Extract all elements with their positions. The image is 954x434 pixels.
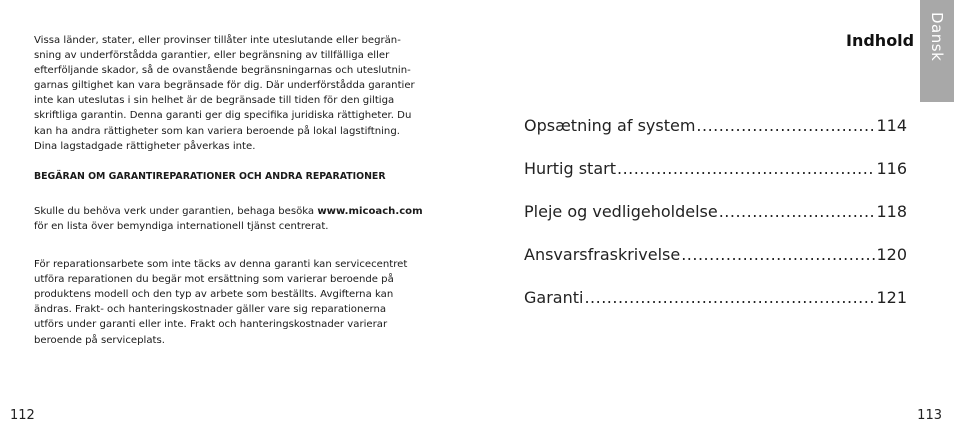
toc-item-label: Opsætning af system [524,116,696,135]
toc-item-pleje[interactable] [524,202,907,245]
toc-item-label: Ansvarsfraskrivelse [524,245,681,264]
toc-item-hurtig-start[interactable] [524,159,907,202]
paragraph-2-text-start: Skulle du behöva verk under garantien, behaga besöka [34,205,318,217]
warranty-paragraph-2 [34,204,446,234]
toc-item-page: 118 [876,202,907,221]
toc-item-label: Pleje og vedligeholdelse [524,202,718,221]
toc-title: Indhold [846,31,915,50]
toc-item-page: 116 [876,159,907,178]
toc-leader-dots [719,202,876,221]
paragraph-2-text-end: för en lista över bemyndiga internationell tjänst centrerat. [34,220,329,232]
toc-item-label: Hurtig start [524,159,616,178]
toc-leader-dots [584,288,875,307]
toc-item-page: 114 [876,116,907,135]
page-number-left: 112 [10,408,35,423]
toc-item-garanti[interactable] [524,288,907,331]
page-number-right: 113 [917,408,942,423]
warranty-paragraph-1: Vissa länder, stater, eller provinser tillåter inte uteslutande eller begrän- sning av underförstådda garantier, eller begränsning av tillfälliga eller efterföljande skador, så de ovanstående begränsningarnas och uteslutnin- garnas giltighet kan vara begränsade för dig. Där underförstådda garantier inte kan uteslutas i sin helhet är de begränsade till tiden för den giltiga skriftliga garantin. Denna garanti ger dig specifika juridiska rättigheter. Du kan ha andra rättigheter som kan variera beroende på lokal lagstiftning. Dina lagstadgade rättigheter påverkas inte. [34,35,415,152]
language-tab-label: Dansk [928,12,946,62]
micoach-link[interactable]: www.micoach.com [317,205,423,217]
warranty-text [34,33,446,348]
toc-leader-dots [681,245,875,264]
toc-leader-dots [696,116,875,135]
warranty-repairs-heading: BEGÄRAN OM GARANTIREPARATIONER OCH ANDRA REPARATIONER [34,170,386,182]
language-tab [920,0,954,102]
toc-item-label: Garanti [524,288,584,307]
toc-leader-dots [617,159,875,178]
table-of-contents [524,116,907,331]
toc-item-page: 121 [876,288,907,307]
toc-item-ansvarsfraskrivelse[interactable] [524,245,907,288]
toc-item-page: 120 [876,245,907,264]
warranty-paragraph-3: För reparationsarbete som inte täcks av denna garanti kan servicecentret utföra reparationen du begär mot ersättning som varierar beroende på produktens modell och den typ av arbete som beställts. Avgifterna kan ändras. Frakt- och hanteringskostnader gäller vare sig reparationerna utförs under garanti eller inte. Frakt och hanteringskostnader varierar beroende på serviceplats. [34,259,408,346]
toc-item-opsaetning[interactable] [524,116,907,159]
